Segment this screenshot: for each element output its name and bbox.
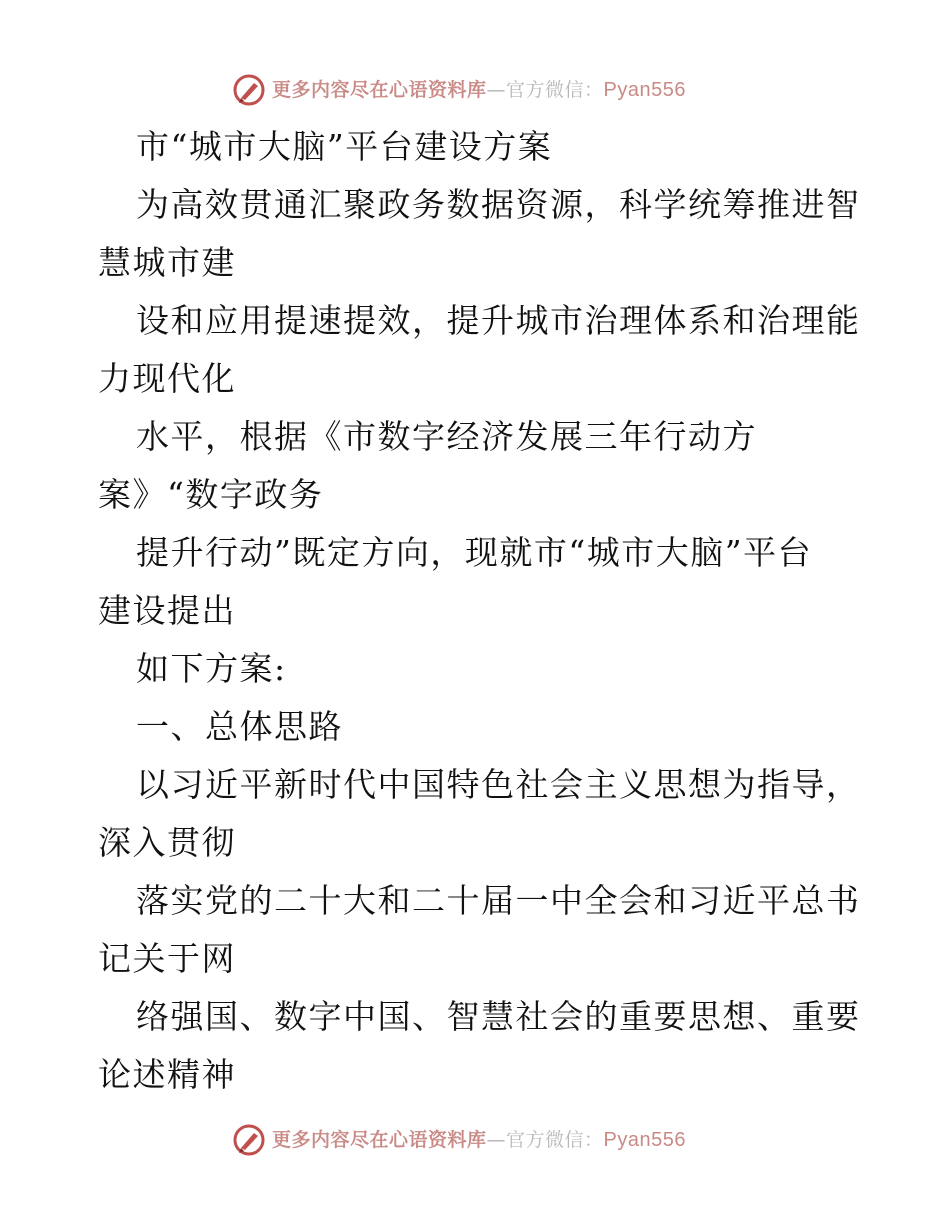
text-line: 市“城市大脑”平台建设方案	[136, 127, 553, 166]
pen-logo-icon	[232, 1123, 266, 1157]
watermark-dash: —	[486, 79, 507, 101]
pen-logo-icon	[232, 73, 266, 107]
text-line: 慧城市建	[98, 243, 236, 282]
text-line: 案》“数字政务	[98, 475, 324, 514]
text-line: 如下方案:	[136, 649, 287, 688]
watermark-main-text: 更多内容尽在心语资料库	[272, 1129, 487, 1151]
text-line: 为高效贯通汇聚政务数据资源，科学统筹推进智	[136, 185, 861, 224]
text-line: 深入贯彻	[98, 823, 236, 862]
text-line: 提升行动”既定方向，现就市“城市大脑”平台	[136, 533, 813, 572]
text-line: 一、总体思路	[136, 707, 343, 746]
watermark-main-text: 更多内容尽在心语资料库	[272, 79, 487, 101]
text-line: 以习近平新时代中国特色社会主义思想为指导，	[136, 765, 861, 804]
text-line: 落实党的二十大和二十届一中全会和习近平总书	[136, 881, 861, 920]
text-line: 力现代化	[98, 359, 236, 398]
document-body	[98, 118, 861, 1104]
watermark-dash: —	[486, 1129, 507, 1151]
header-watermark	[232, 72, 686, 108]
footer-watermark	[232, 1122, 686, 1158]
watermark-wechat-id: Pyan556	[603, 79, 686, 101]
text-line: 络强国、数字中国、智慧社会的重要思想、重要	[136, 997, 861, 1036]
text-line: 记关于网	[98, 939, 236, 978]
watermark-sub-text: 官方微信：	[506, 1129, 604, 1151]
watermark-wechat-id: Pyan556	[603, 1129, 686, 1151]
text-line: 设和应用提速提效，提升城市治理体系和治理能	[136, 301, 861, 340]
watermark-sub-text: 官方微信：	[506, 79, 604, 101]
text-line: 建设提出	[98, 591, 236, 630]
text-line: 水平，根据《市数字经济发展三年行动方	[136, 417, 757, 456]
text-line: 论述精神	[98, 1055, 236, 1094]
